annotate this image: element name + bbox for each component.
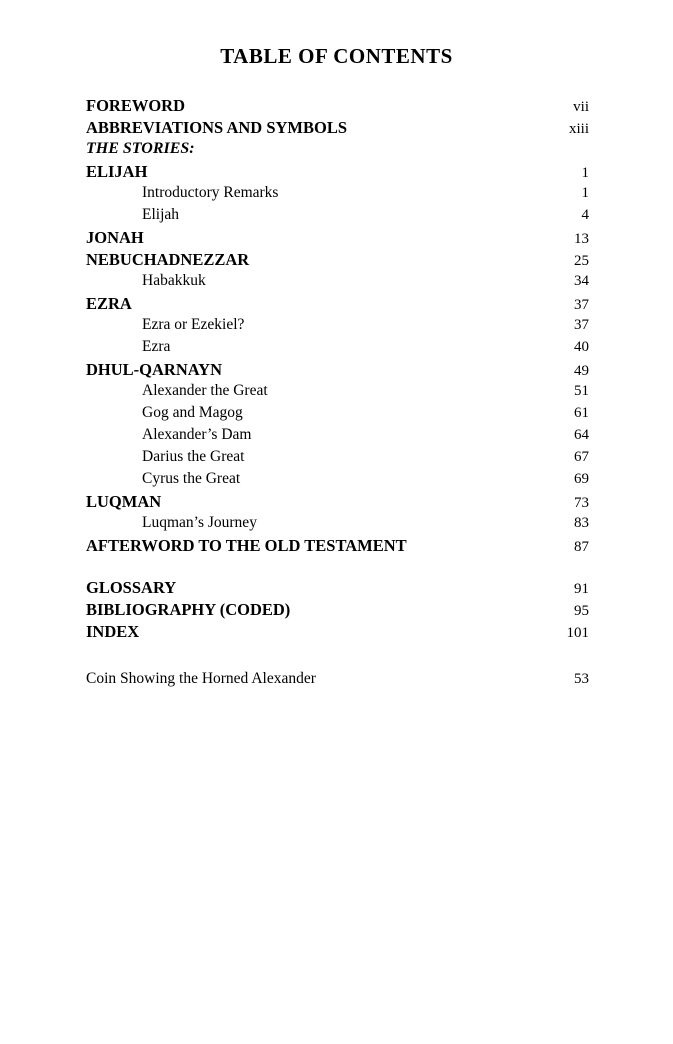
toc-entry[interactable] [0,162,673,184]
toc-entry-page-number: 34 [574,273,589,289]
toc-entry-label: Gog and Magog [142,404,243,421]
toc-entry-label: JONAH [86,228,144,247]
toc-entry-page-number: 67 [574,449,589,465]
toc-entry[interactable] [0,536,673,558]
toc-entry-page-number: 13 [574,231,589,247]
toc-entry[interactable] [0,228,673,250]
toc-entry-label: Coin Showing the Horned Alexander [86,670,316,687]
toc-entry-page-number: 4 [581,207,589,223]
toc-entry[interactable] [0,622,673,644]
toc-entry[interactable] [0,184,673,206]
toc-entry-page-number: 95 [574,603,589,619]
toc-entry-page-number: 37 [574,297,589,313]
document-page [0,44,673,1044]
toc-entry-label: Ezra [142,338,171,355]
toc-entry-label: ELIJAH [86,162,148,181]
toc-entry[interactable] [0,118,673,140]
toc-entry-label: Alexander the Great [142,382,268,399]
toc-entry-page-number: 83 [574,515,589,531]
toc-entry-label: Luqman’s Journey [142,514,257,531]
toc-entry[interactable] [0,294,673,316]
toc-entry-page-number: 61 [574,405,589,421]
toc-entry-label: FOREWORD [86,96,185,115]
toc-entry[interactable] [0,250,673,272]
toc-entry-page-number: 37 [574,317,589,333]
toc-entry[interactable] [0,360,673,382]
toc-entry[interactable] [0,96,673,118]
toc-entry[interactable] [0,382,673,404]
toc-entry-page-number: 73 [574,495,589,511]
toc-entry-page-number: 101 [566,625,589,641]
toc-entry-page-number: 87 [574,539,589,555]
toc-entry-page-number: 1 [581,165,589,181]
toc-entry-page-number: 25 [574,253,589,269]
toc-entry-label: Cyrus the Great [142,470,241,487]
toc-entry[interactable] [0,338,673,360]
toc-entry-page-number: 49 [574,363,589,379]
toc-entry-label: AFTERWORD TO THE OLD TESTAMENT [86,536,407,555]
toc-entry-page-number: 51 [574,383,589,399]
toc-entry-page-number: 91 [574,581,589,597]
toc-entry[interactable] [0,140,673,162]
toc-entry-label: DHUL-QARNAYN [86,360,222,379]
toc-entry[interactable] [0,492,673,514]
toc-entry-page-number: vii [573,99,589,115]
toc-entry-page-number: 64 [574,427,589,443]
toc-entry-label: BIBLIOGRAPHY (CODED) [86,600,291,619]
toc-entry[interactable] [0,600,673,622]
toc-entry[interactable] [0,448,673,470]
toc-entry[interactable] [0,272,673,294]
toc-entry-label: LUQMAN [86,492,162,511]
toc-entry[interactable] [0,404,673,426]
toc-entry[interactable] [0,426,673,448]
toc-entry-label: Ezra or Ezekiel? [142,316,245,333]
toc-entry-page-number: 1 [581,185,589,201]
toc-entry[interactable] [0,470,673,492]
toc-entry[interactable] [0,514,673,536]
toc-entry[interactable] [0,206,673,228]
toc-entry-label: GLOSSARY [86,578,177,597]
toc-entry-label: NEBUCHADNEZZAR [86,250,250,269]
toc-entry-label: Habakkuk [142,272,206,289]
toc-entry[interactable] [0,578,673,600]
toc-entry-label: EZRA [86,294,132,313]
toc-entry-label: Darius the Great [142,448,245,465]
toc-entry-label: Alexander’s Dam [142,426,252,443]
table-of-contents-list [0,96,673,692]
toc-entry-label: Introductory Remarks [142,184,279,201]
toc-entry-page-number: xiii [568,121,589,137]
toc-entry-page-number: 53 [574,671,589,687]
page-title: TABLE OF CONTENTS [220,44,453,68]
toc-entry-label: ABBREVIATIONS AND SYMBOLS [86,118,348,137]
toc-entry-label: INDEX [86,622,140,641]
toc-entry-page-number: 40 [574,339,589,355]
toc-entry[interactable] [0,316,673,338]
toc-entry-label: Elijah [142,206,180,223]
toc-entry-label: THE STORIES: [86,140,195,157]
toc-entry[interactable] [0,670,673,692]
toc-entry-page-number: 69 [574,471,589,487]
